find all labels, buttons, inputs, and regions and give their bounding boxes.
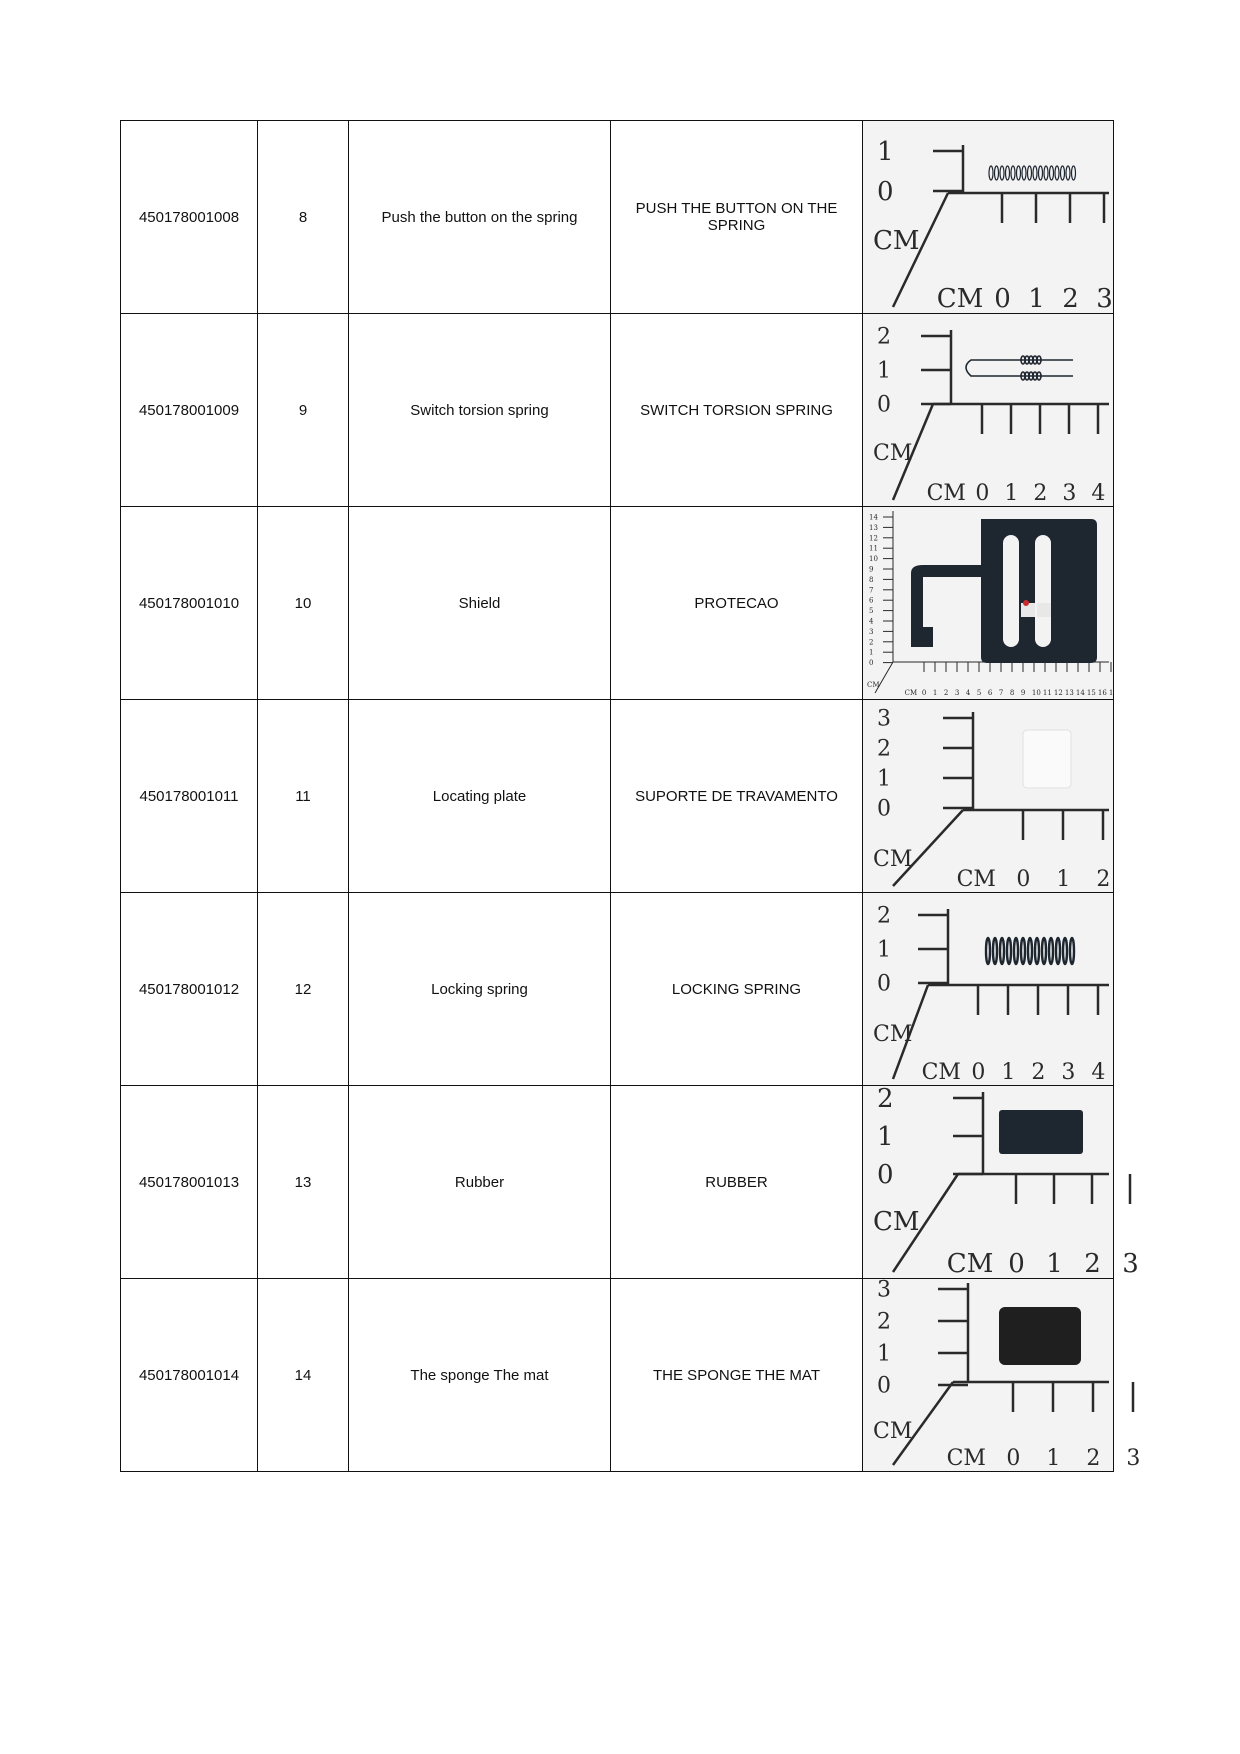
ruler-x-label: 16 xyxy=(1097,689,1107,697)
ruler-x-label: 2 xyxy=(1084,1249,1101,1279)
ruler-x-label: 0 xyxy=(975,481,990,506)
ruler-y-label: 2 xyxy=(877,736,891,762)
ruler-y-label: 3 xyxy=(869,627,874,636)
portuguese-name-cell: SWITCH TORSION SPRING xyxy=(611,314,863,507)
part-code-cell: 450178001008 xyxy=(121,121,258,314)
table-row xyxy=(121,314,1114,507)
ruler-x-label: 7 xyxy=(998,689,1004,697)
parts-table xyxy=(120,120,1141,1472)
ruler-x-label: 4 xyxy=(965,689,971,697)
portuguese-name-cell: THE SPONGE THE MAT xyxy=(611,1279,863,1472)
ruler-x-label: 10 xyxy=(1031,689,1041,697)
torsion-spring-photo xyxy=(863,314,1111,506)
ruler-x-label: 2 xyxy=(943,689,949,697)
ruler-y-label: 1 xyxy=(877,1341,891,1367)
ruler-x-label: 1 xyxy=(1004,481,1019,506)
table-row xyxy=(121,507,1114,700)
ruler-y-label: 14 xyxy=(869,513,878,522)
ruler-corner-label: CM xyxy=(873,1207,920,1237)
ruler-x-label: 0 xyxy=(1006,1446,1021,1471)
ruler-x-label: 4 xyxy=(1091,1060,1106,1085)
sponge-mat-shape xyxy=(999,1307,1081,1365)
english-name-cell: Push the button on the spring xyxy=(349,121,611,314)
ruler-x-label: CM xyxy=(946,1249,994,1279)
ruler-y-label: 0 xyxy=(877,796,891,822)
ruler-y-label: 13 xyxy=(869,523,878,532)
english-name-cell: The sponge The mat xyxy=(349,1279,611,1472)
ruler-corner-label: CM xyxy=(873,1419,913,1444)
item-number-cell: 12 xyxy=(258,893,349,1086)
ruler-corner-label: CM xyxy=(873,441,913,466)
ruler-x-label: CM xyxy=(936,284,984,314)
item-number-cell: 10 xyxy=(258,507,349,700)
ruler-x-label: 2 xyxy=(1062,284,1079,314)
part-code-cell: 450178001014 xyxy=(121,1279,258,1472)
ruler-y-label: 3 xyxy=(877,1277,891,1303)
ruler-x-label: 9 xyxy=(1020,689,1026,697)
part-code-cell: 450178001011 xyxy=(121,700,258,893)
ruler-x-label: 1 xyxy=(1108,689,1114,697)
ruler-x-label: 6 xyxy=(987,689,993,697)
ruler-x-label: 0 xyxy=(971,1060,986,1085)
item-number-cell: 9 xyxy=(258,314,349,507)
ruler-x-label: 12 xyxy=(1053,689,1063,697)
ruler-y-label: 10 xyxy=(869,555,878,564)
ruler-y-label: 0 xyxy=(877,177,894,208)
ruler-x-label: 2 xyxy=(1096,867,1111,892)
part-code-cell: 450178001010 xyxy=(121,507,258,700)
locating-plate-photo xyxy=(863,700,1111,892)
rubber-block-photo xyxy=(863,1084,1139,1279)
ruler-x-label: 1 xyxy=(1056,867,1071,892)
ruler-x-label: CM xyxy=(956,867,996,892)
ruler-x-label: 1 xyxy=(1028,284,1045,314)
ruler-x-label: 3 xyxy=(1061,1060,1076,1085)
ruler-y-label: 1 xyxy=(877,766,891,792)
ruler-y-label: 0 xyxy=(877,1160,894,1191)
part-photo-cell xyxy=(863,1277,1141,1472)
rubber-block-shape xyxy=(999,1110,1083,1154)
ruler-x-label: 1 xyxy=(1001,1060,1016,1085)
ruler-y-label: 12 xyxy=(869,534,878,543)
ruler-corner-label: CM xyxy=(873,1022,913,1047)
ruler-y-label: 2 xyxy=(877,903,891,929)
ruler-x-label: 14 xyxy=(1075,689,1085,697)
ruler-x-label: 3 xyxy=(1062,481,1077,506)
ruler-corner-label: CM xyxy=(873,226,920,256)
ruler-y-label: 2 xyxy=(877,1084,894,1115)
part-photo-cell xyxy=(863,121,1114,314)
ruler-x-label: 3 xyxy=(1126,1446,1141,1471)
ruler-x-label: 5 xyxy=(976,689,982,697)
ruler-y-label: 1 xyxy=(869,648,874,657)
english-name-cell: Switch torsion spring xyxy=(349,314,611,507)
ruler-y-label: 0 xyxy=(877,1373,891,1399)
ruler-y-label: 8 xyxy=(869,575,874,584)
ruler-y-label: 7 xyxy=(869,586,874,595)
part-code-cell: 450178001009 xyxy=(121,314,258,507)
table-row xyxy=(121,121,1114,314)
ruler-x-label: 1 xyxy=(1046,1446,1061,1471)
ruler-x-label: 0 xyxy=(994,284,1011,314)
ruler-x-label: CM xyxy=(926,481,966,506)
ruler-x-label: 2 xyxy=(1033,481,1048,506)
ruler-y-label: 1 xyxy=(877,137,894,168)
item-number-cell: 11 xyxy=(258,700,349,893)
ruler-y-label: 0 xyxy=(877,971,891,997)
ruler-y-label: 1 xyxy=(877,1122,894,1153)
ruler-x-label: 0 xyxy=(1016,867,1031,892)
ruler-y-label: 0 xyxy=(869,659,874,668)
ruler-x-label: CM xyxy=(921,1060,961,1085)
item-number-cell: 14 xyxy=(258,1279,349,1472)
ruler-x-label: CM xyxy=(946,1446,986,1471)
compression-spring-photo xyxy=(863,121,1111,313)
table-row xyxy=(121,1086,1114,1279)
ruler-x-label: 8 xyxy=(1009,689,1015,697)
ruler-y-label: 2 xyxy=(877,1309,891,1335)
locking-spring-photo xyxy=(863,893,1111,1085)
ruler-x-label: 1 xyxy=(1046,1249,1063,1279)
ruler-y-label: 5 xyxy=(869,607,874,616)
ruler-y-label: 0 xyxy=(877,392,891,418)
ruler-y-label: 11 xyxy=(869,544,878,553)
ruler-y-label: 9 xyxy=(869,565,874,574)
ruler-corner-label: CM xyxy=(867,681,880,689)
sponge-mat-photo xyxy=(863,1277,1141,1471)
part-photo-cell xyxy=(863,893,1114,1086)
part-photo-cell xyxy=(863,314,1114,507)
table-row xyxy=(121,1279,1114,1472)
ruler-x-label: 13 xyxy=(1064,689,1074,697)
item-number-cell: 8 xyxy=(258,121,349,314)
ruler-x-label: 3 xyxy=(1096,284,1113,314)
english-name-cell: Shield xyxy=(349,507,611,700)
part-photo-cell xyxy=(863,507,1114,700)
table-row xyxy=(121,893,1114,1086)
locating-plate-shape xyxy=(1023,730,1071,788)
ruler-corner-label: CM xyxy=(873,847,913,872)
ruler-x-label: 2 xyxy=(1086,1446,1101,1471)
ruler-x-label: 3 xyxy=(954,689,960,697)
ruler-x-label: 2 xyxy=(1031,1060,1046,1085)
ruler-x-label: 4 xyxy=(1091,481,1106,506)
portuguese-name-cell: PROTECAO xyxy=(611,507,863,700)
ruler-y-label: 1 xyxy=(877,358,891,384)
ruler-x-label: CM xyxy=(904,689,918,697)
table-row xyxy=(121,700,1114,893)
ruler-x-label: 0 xyxy=(1008,1249,1025,1279)
ruler-x-label: 11 xyxy=(1042,689,1052,697)
portuguese-name-cell: LOCKING SPRING xyxy=(611,893,863,1086)
part-code-cell: 450178001013 xyxy=(121,1086,258,1279)
ruler-y-label: 3 xyxy=(877,706,891,732)
ruler-x-label: 15 xyxy=(1086,689,1096,697)
ruler-x-label: 1 xyxy=(932,689,938,697)
english-name-cell: Rubber xyxy=(349,1086,611,1279)
portuguese-name-cell: RUBBER xyxy=(611,1086,863,1279)
english-name-cell: Locking spring xyxy=(349,893,611,1086)
ruler-x-label: 3 xyxy=(1122,1249,1139,1279)
part-code-cell: 450178001012 xyxy=(121,893,258,1086)
item-number-cell: 13 xyxy=(258,1086,349,1279)
portuguese-name-cell: PUSH THE BUTTON ON THE SPRING xyxy=(611,121,863,314)
ruler-y-label: 1 xyxy=(877,937,891,963)
portuguese-name-cell: SUPORTE DE TRAVAMENTO xyxy=(611,700,863,893)
ruler-y-label: 2 xyxy=(869,638,874,647)
ruler-y-label: 6 xyxy=(869,596,874,605)
english-name-cell: Locating plate xyxy=(349,700,611,893)
ruler-y-label: 4 xyxy=(869,617,874,626)
shield-photo xyxy=(863,507,1114,699)
ruler-x-label: 0 xyxy=(921,689,927,697)
part-photo-cell xyxy=(863,700,1114,893)
ruler-y-label: 2 xyxy=(877,324,891,350)
part-photo-cell xyxy=(863,1084,1139,1279)
parts-table-body xyxy=(121,121,1141,1472)
